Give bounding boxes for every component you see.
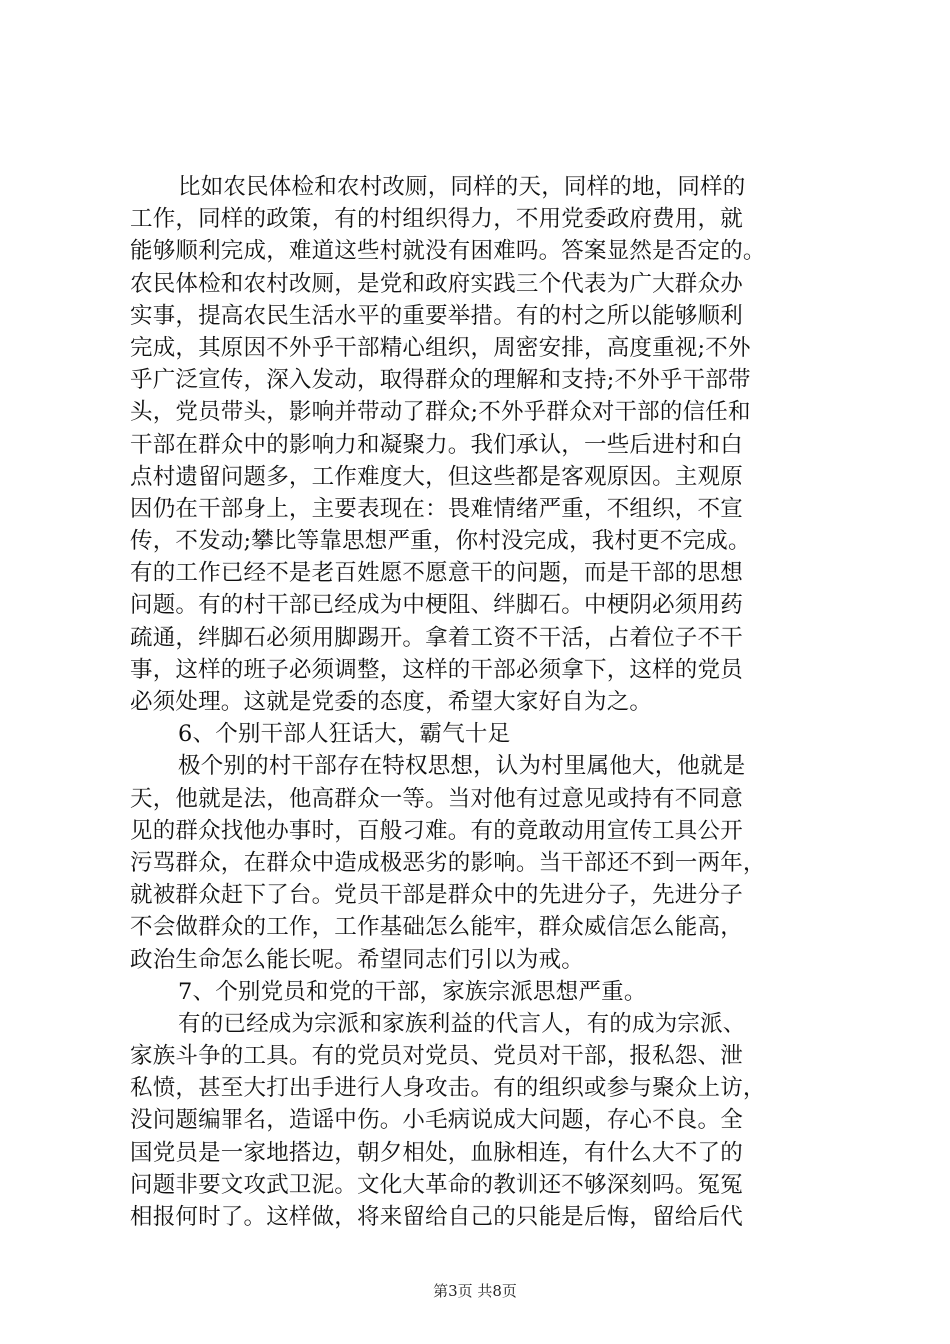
paragraph-line: 就被群众赶下了台。党员干部是群众中的先进分子，先进分子 bbox=[130, 882, 743, 909]
paragraph-line: 有的已经成为宗派和家族利益的代言人，有的成为宗派、 bbox=[178, 1010, 746, 1037]
paragraph-line: 农民体检和农村改厕，是党和政府实践三个代表为广大群众办 bbox=[130, 270, 743, 297]
paragraph-line: 天，他就是法，他高群众一等。当对他有过意见或持有不同意 bbox=[130, 785, 743, 812]
paragraph-line: 污骂群众，在群众中造成极恶劣的影响。当干部还不到一两年， bbox=[130, 849, 766, 876]
paragraph-line: 必须处理。这就是党委的态度，希望大家好自为之。 bbox=[130, 689, 653, 715]
paragraph-line: 传，不发动;攀比等靠思想严重，你村没完成，我村更不完成。 bbox=[130, 528, 751, 555]
section-heading-6: 6、个别干部人狂话大，霸气十足 bbox=[178, 721, 511, 748]
page-number-footer: 第3页 共8页 bbox=[433, 1282, 517, 1300]
paragraph-line: 极个别的村干部存在特权思想，认为村里属他大，他就是 bbox=[178, 753, 746, 780]
paragraph-line: 干部在群众中的影响力和凝聚力。我们承认，一些后进村和白 bbox=[130, 431, 743, 458]
paragraph-line: 工作，同样的政策，有的村组织得力，不用党委政府费用，就 bbox=[130, 206, 743, 233]
section-heading-7: 7、个别党员和党的干部，家族宗派思想严重。 bbox=[178, 978, 647, 1005]
paragraph-line: 能够顺利完成，难道这些村就没有困难吗。答案显然是否定的。 bbox=[130, 238, 766, 265]
paragraph-line: 头，党员带头，影响并带动了群众;不外乎群众对干部的信任和 bbox=[130, 399, 751, 426]
paragraph-line: 问题非要文攻武卫泥。文化大革命的教训还不够深刻吗。冤冤 bbox=[130, 1171, 743, 1198]
paragraph-line: 点村遗留问题多，工作难度大，但这些都是客观原因。主观原 bbox=[130, 463, 743, 490]
paragraph-line: 政治生命怎么能长呢。希望同志们引以为戒。 bbox=[130, 946, 585, 973]
paragraph-line: 家族斗争的工具。有的党员对党员、党员对干部，报私怨、泄 bbox=[130, 1043, 743, 1070]
paragraph-line: 国党员是一家地搭边，朝夕相处，血脉相连，有什么大不了的 bbox=[130, 1139, 743, 1166]
paragraph-line: 有的工作已经不是老百姓愿不愿意干的问题，而是干部的思想 bbox=[130, 560, 743, 587]
paragraph-line: 私愤，甚至大打出手进行人身攻击。有的组织或参与聚众上访， bbox=[130, 1075, 766, 1102]
paragraph-line: 乎广泛宣传，深入发动，取得群众的理解和支持;不外乎干部带 bbox=[130, 367, 751, 394]
paragraph-line: 没问题编罪名，造谣中伤。小毛病说成大问题，存心不良。全 bbox=[130, 1107, 743, 1134]
paragraph-line: 事，这样的班子必须调整，这样的干部必须拿下，这样的党员 bbox=[130, 656, 743, 683]
paragraph-line: 比如农民体检和农村改厕，同样的天，同样的地，同样的 bbox=[178, 174, 746, 200]
paragraph-line: 问题。有的村干部已经成为中梗阻、绊脚石。中梗阴必须用药 bbox=[130, 592, 743, 619]
paragraph-line: 不会做群众的工作，工作基础怎么能牢，群众威信怎么能高， bbox=[130, 914, 743, 941]
paragraph-line: 因仍在干部身上，主要表现在：畏难情绪严重，不组织，不宣 bbox=[130, 495, 743, 522]
body-text bbox=[130, 171, 830, 1233]
paragraph-line: 疏通，绊脚石必须用脚踢开。拿着工资不干活，占着位子不干 bbox=[130, 624, 743, 651]
paragraph-line: 实事，提高农民生活水平的重要举措。有的村之所以能够顺利 bbox=[130, 302, 743, 329]
paragraph-line: 见的群众找他办事时，百般刁难。有的竟敢动用宣传工具公开 bbox=[130, 817, 743, 844]
paragraph-line: 完成，其原因不外乎干部精心组织，周密安排，高度重视;不外 bbox=[130, 334, 751, 361]
paragraph-line: 相报何时了。这样做，将来留给自己的只能是后悔，留给后代 bbox=[130, 1204, 743, 1230]
